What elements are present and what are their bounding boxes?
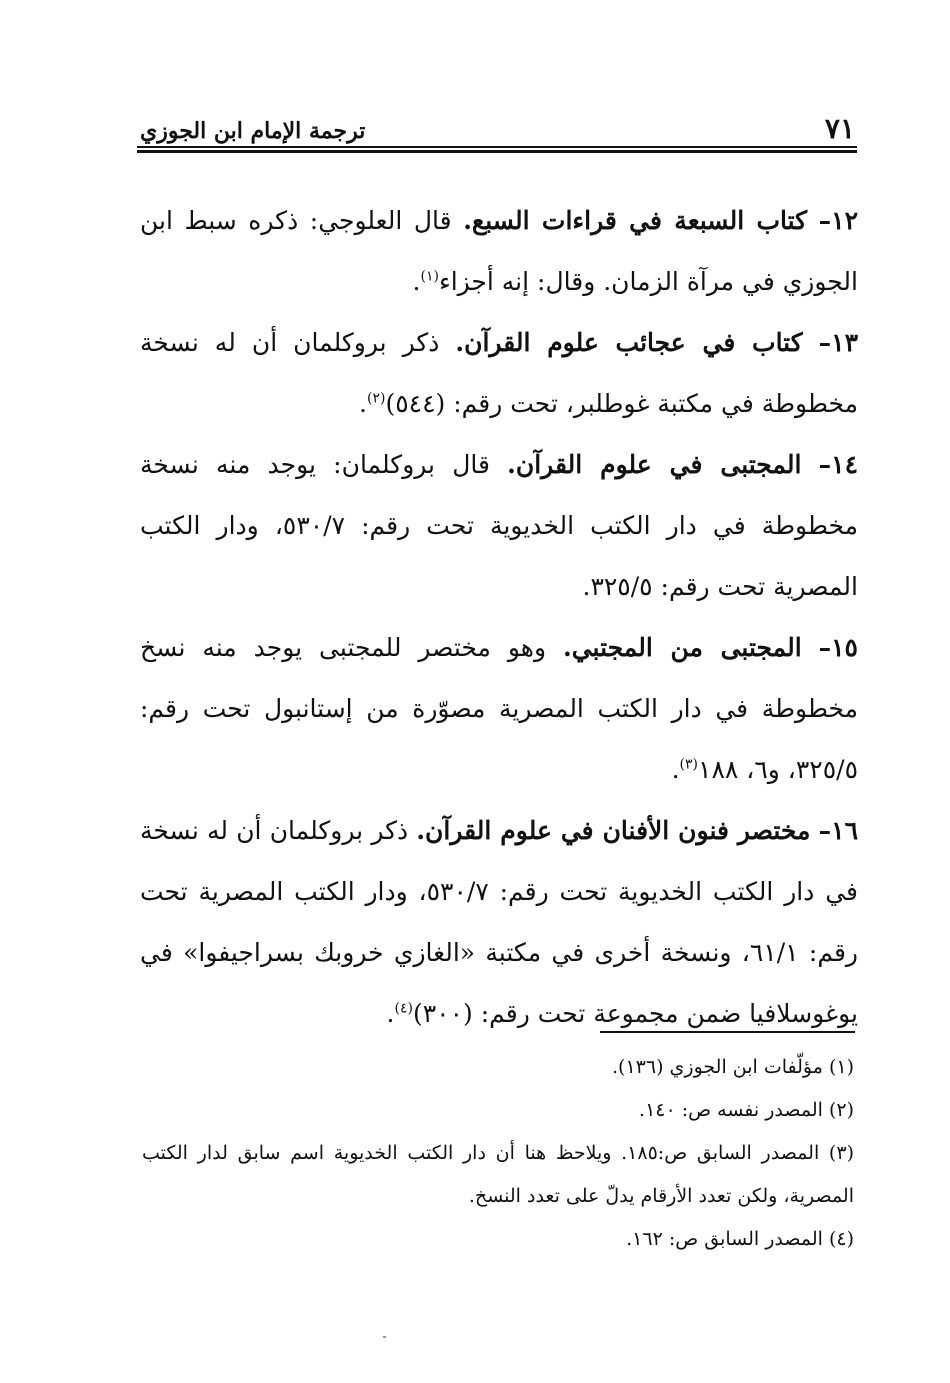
footnote-ref: (٣): [679, 756, 699, 773]
page-number: ٧١: [824, 112, 855, 145]
entry-text: قال العلوجي: ذكره سبط ابن الجوزي في مرآة الزمان. وقال: إنه أجزاء: [140, 206, 858, 296]
entry-number: ١٢–: [818, 206, 859, 235]
running-header: [140, 108, 855, 148]
footnotes: [142, 1046, 854, 1261]
entry-text: قال بروكلمان: يوجد منه نسخة مخطوطة في دار الكتب الخديوية تحت رقم: ٥٣٠/٧، ودار الكتب المصرية تحت رقم: ٣٢٥/٥.: [140, 450, 858, 601]
footnote-ref: (٤): [394, 1000, 413, 1017]
entry-title: المجتبى من المجتبي.: [562, 633, 802, 662]
entry-16: [140, 800, 858, 1044]
running-title: ترجمة الإمام ابن الجوزي: [140, 118, 366, 144]
header-double-rule: [137, 146, 857, 153]
entry-text: ذكر بروكلمان أن له نسخة في دار الكتب الخديوية تحت رقم: ٥٣٠/٧، ودار الكتب المصرية تحت رقم: ٦١/١، ونسخة أخرى في مكتبة «الغازي خروبك بسراجيفوا» في يوغوسلافيا ضمن مجموعة تحت رقم: (٣٠٠): [140, 816, 858, 1028]
entry-text-end: .: [671, 755, 680, 784]
entry-title: مختصر فنون الأفنان في علوم القرآن.: [416, 816, 811, 845]
footnote-3: (٣) المصدر السابق ص:١٨٥. ويلاحظ هنا أن دار الكتب الخديوية اسم سابق لدار الكتب المصرية، ولكن تعدد الأرقام يدلّ على تعدد النسخ.: [142, 1142, 854, 1207]
entry-number: ١٥–: [818, 633, 858, 662]
footnote-ref: (٢): [367, 390, 386, 407]
entry-text-end: .: [359, 389, 367, 418]
entry-text-end: .: [386, 999, 395, 1028]
entry-12: [140, 190, 858, 312]
entry-title: المجتبى في علوم القرآن.: [507, 450, 802, 479]
footnote-2: (٢) المصدر نفسه ص: ١٤٠.: [639, 1099, 854, 1121]
entry-title: كتاب في عجائب علوم القرآن.: [455, 328, 803, 357]
footnote-ref: (١): [420, 268, 439, 285]
entry-number: ١٣–: [818, 328, 859, 357]
entry-title: كتاب السبعة في قراءات السبع.: [463, 206, 808, 235]
entry-number: ١٤–: [818, 450, 859, 479]
entry-number: ١٦–: [818, 816, 859, 845]
footnote-separator: [600, 1031, 855, 1033]
entry-13: [140, 312, 858, 434]
entry-text-end: .: [412, 267, 421, 296]
footnote-4: (٤) المصدر السابق ص: ١٦٢.: [626, 1228, 854, 1250]
entry-text: ذكر بروكلمان أن له نسخة مخطوطة في مكتبة غوطلبر، تحت رقم: (٥٤٤): [140, 328, 858, 418]
scan-speck: [383, 1336, 386, 1338]
entry-14: [140, 434, 858, 617]
footnote-1: (١) مؤلّفات ابن الجوزي (١٣٦).: [612, 1056, 854, 1078]
entry-text: وهو مختصر للمجتبى يوجد منه نسخ مخطوطة في دار الكتب المصرية مصوّرة من إستانبول تحت رقم: ٣٢٥/٥، و٦، ١٨٨: [140, 633, 858, 784]
main-body: [140, 190, 858, 1044]
entry-15: [140, 617, 858, 800]
